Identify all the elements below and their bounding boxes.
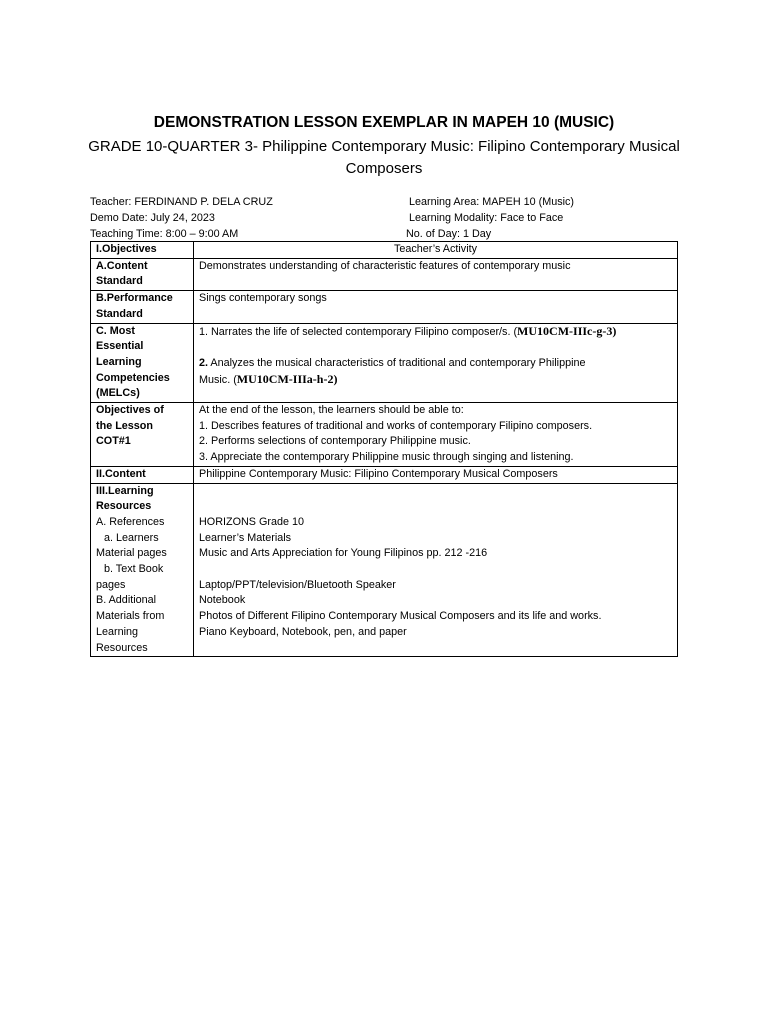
label-line: Essential xyxy=(96,340,144,353)
melc-item-text: Analyzes the musical characteristics of traditional and contemporary Philippine xyxy=(208,356,586,369)
document-subtitle: GRADE 10-QUARTER 3- Philippine Contemporary Music: Filipino Contemporary Musical Composers xyxy=(88,138,680,177)
teacher-name: Teacher: FERDINAND P. DELA CRUZ xyxy=(90,196,273,208)
learning-modality: Learning Modality: Face to Face xyxy=(409,212,564,224)
objective-item: 1. Describes features of traditional and works of contemporary Filipino composers. xyxy=(199,419,593,432)
resource-item: Notebook xyxy=(199,594,246,607)
label-line: Objectives of xyxy=(96,404,164,417)
label-line: Materials from xyxy=(96,610,165,623)
label-line: B.Performance xyxy=(96,292,173,305)
label-line: pages xyxy=(96,578,126,591)
number-of-days: No. of Day: 1 Day xyxy=(406,228,492,240)
table-header-row xyxy=(91,242,678,259)
lesson-objectives-row xyxy=(91,403,678,467)
document-title: DEMONSTRATION LESSON EXEMPLAR IN MAPEH 10 (MUSIC) xyxy=(153,114,615,131)
label-line: C. Most xyxy=(96,324,135,337)
label-line: A.Content xyxy=(96,259,148,272)
melc-item-2 xyxy=(199,356,672,372)
performance-standard-text: Sings contemporary songs xyxy=(194,291,678,323)
melc-text xyxy=(194,323,678,403)
label-line: B. Additional xyxy=(96,594,157,607)
melc-code: MU10CM-IIIa-h-2) xyxy=(236,371,338,386)
learning-area: Learning Area: MAPEH 10 (Music) xyxy=(409,196,575,208)
learning-resources-row xyxy=(91,483,678,657)
resource-item: Music and Arts Appreciation for Young Filipinos pp. 212 -216 xyxy=(199,547,488,560)
learning-resources-text xyxy=(194,483,678,657)
teacher-activity-header: Teacher’s Activity xyxy=(194,242,678,259)
label-line: Learning xyxy=(96,625,139,638)
objectives-intro: At the end of the lesson, the learners should be able to: xyxy=(199,404,464,417)
label-line: COT#1 xyxy=(96,435,131,448)
label-line: the Lesson xyxy=(96,419,153,432)
content-standard-text: Demonstrates understanding of characteristic features of contemporary music xyxy=(194,258,678,290)
label-line: Learning xyxy=(96,355,142,368)
content-text: Philippine Contemporary Music: Filipino Contemporary Musical Composers xyxy=(194,466,678,483)
label-line: III.Learning xyxy=(96,484,154,497)
resource-item: HORIZONS Grade 10 xyxy=(199,515,305,528)
lesson-plan-table xyxy=(90,241,678,657)
melc-row xyxy=(91,323,678,403)
label-line: Standard xyxy=(96,307,143,320)
resource-item: Piano Keyboard, Notebook, pen, and paper xyxy=(199,625,407,638)
melc-item-text: Music. ( xyxy=(199,373,237,386)
label-line: Resources xyxy=(96,500,152,513)
spacer xyxy=(199,499,672,515)
melc-item-text: 1. Narrates the life of selected contemporary Filipino composer/s. ( xyxy=(199,325,518,338)
label-line: Resources xyxy=(96,641,148,654)
label-line: Standard xyxy=(96,275,143,288)
spacer xyxy=(199,484,672,500)
label-line: a. Learners xyxy=(104,531,159,544)
resource-item: Laptop/PPT/television/Bluetooth Speaker xyxy=(199,578,396,591)
melc-label xyxy=(91,323,194,403)
spacer xyxy=(199,562,672,578)
teaching-time: Teaching Time: 8:00 – 9:00 AM xyxy=(90,228,239,240)
label-line: b. Text Book xyxy=(104,563,164,576)
label-line: Material pages xyxy=(96,547,167,560)
label-line: A. References xyxy=(96,515,165,528)
objectives-header: I.Objectives xyxy=(91,242,194,259)
content-row xyxy=(91,466,678,483)
performance-standard-label xyxy=(91,291,194,323)
lesson-objectives-text xyxy=(194,403,678,467)
learning-resources-label xyxy=(91,483,194,657)
performance-standard-row xyxy=(91,291,678,323)
content-label: II.Content xyxy=(91,466,194,483)
resource-item: Photos of Different Filipino Contemporary Musical Composers and its life and works. xyxy=(199,610,602,623)
melc-code: MU10CM-IIIc-g-3) xyxy=(517,323,617,338)
melc-item-2-cont xyxy=(199,372,672,389)
melc-item-number: 2. xyxy=(199,356,209,369)
content-standard-row xyxy=(91,258,678,290)
demo-date: Demo Date: July 24, 2023 xyxy=(90,212,215,224)
label-line: Competencies xyxy=(96,371,170,384)
content-standard-label xyxy=(91,258,194,290)
resource-item: Learner’s Materials xyxy=(199,531,292,544)
spacer xyxy=(199,340,672,356)
melc-item-1 xyxy=(199,324,672,341)
objective-item: 2. Performs selections of contemporary Philippine music. xyxy=(199,435,471,448)
lesson-objectives-label xyxy=(91,403,194,467)
objective-item: 3. Appreciate the contemporary Philippine music through singing and listening. xyxy=(199,451,574,464)
label-line: (MELCs) xyxy=(96,387,140,400)
